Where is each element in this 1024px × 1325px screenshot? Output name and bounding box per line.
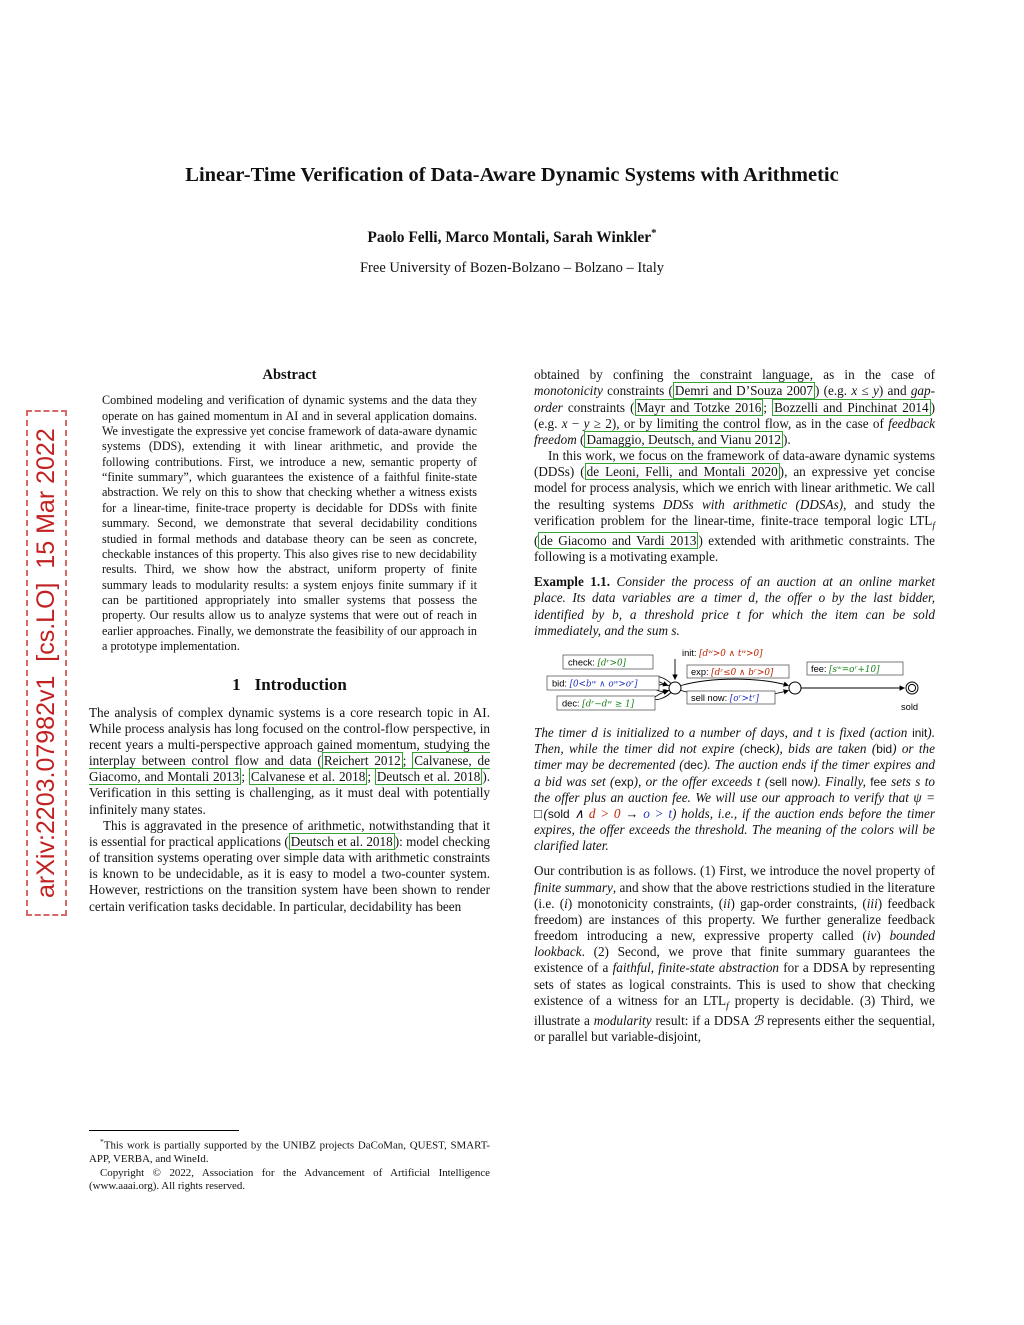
text-segment: iii xyxy=(866,895,878,911)
text-segment: ), an expressive yet concise model for process analysis, which we enrich with linear arithmetic. We call the resulting systems xyxy=(534,464,935,512)
affiliation: Free University of Bozen-Bolzano – Bolzano – Italy xyxy=(359,260,665,277)
transition-label-exp: exp: [dʳ≤0 ∧ bʳ>0] xyxy=(690,667,773,678)
text-segment: ) and xyxy=(878,383,911,399)
text-segment: faithful, finite-state abstraction xyxy=(612,960,780,976)
citation-link[interactable]: Bozzelli and Pinchinat 2014 xyxy=(774,399,929,415)
text-segment: fee xyxy=(870,774,887,789)
text-segment: DDSs with arithmetic (DDSAs) xyxy=(662,496,844,512)
text-segment: sell now xyxy=(769,774,814,789)
section-heading-introduction xyxy=(89,675,490,695)
example-paragraph xyxy=(534,574,935,639)
section-number: 1 xyxy=(232,674,241,694)
arxiv-stamp: arXiv:2203.07982v1 [cs.LO] 15 Mar 2022 xyxy=(26,410,67,916)
text-segment: ; xyxy=(402,753,413,769)
text-segment: ). The auction ends if the timer expires and a bid was set ( xyxy=(534,757,935,789)
right-paragraph-2 xyxy=(534,448,935,565)
text-segment: ) feedback freedom) are instances of this property. We further generalize feedback freedom introducing a new, expressive property called ( xyxy=(534,895,935,944)
text-segment: ≤ xyxy=(857,383,873,399)
citation-link[interactable]: de Leoni, Felli, and Montali 2020 xyxy=(586,464,778,480)
text-segment: The timer d is initialized to a number of days, and t is fixed (action xyxy=(534,725,913,740)
text-segment: f xyxy=(726,1001,729,1012)
text-segment: exp xyxy=(614,774,634,789)
text-segment: ) extended with arithmetic constraints. The following is a motivating example. xyxy=(534,532,936,565)
text-segment: ii xyxy=(723,895,731,911)
text-segment: o > t xyxy=(643,805,672,821)
text-segment: d > 0 xyxy=(588,805,621,821)
section-title: Introduction xyxy=(254,674,347,694)
state-auction-ended xyxy=(789,682,801,694)
text-segment: ). xyxy=(782,431,791,447)
text-segment: In this work, we focus on the framework of data-aware dynamic systems (DDSs) ( xyxy=(534,448,935,480)
transition-label-init: init: [dʷ>0 ∧ tʷ>0] xyxy=(681,648,763,659)
text-segment: Copyright © 2022, Association for the Advancement of Artificial Intelligence (www.aaai.org). All rights reserved. xyxy=(89,1166,490,1192)
text-segment: ) (e.g. xyxy=(814,383,852,399)
text-segment: The analysis of complex dynamic systems is a core research topic in AI. While process analysis has long focused on the control-flow perspective, in recent years a multi-perspective approach gained momentum, studying the interplay between control flow and data ( xyxy=(89,704,490,769)
text-segment: for a DDSA by representing sets of states as logical constraints. This is used to show that checking existence of a witness for an LTL xyxy=(534,960,935,1008)
text-segment: * xyxy=(100,1137,104,1147)
text-segment: ; xyxy=(763,399,773,415)
text-segment: ): model checking of transition systems operating over simple data with arithmetic constraints is known to be undecidable, as it is easy to model a two-counter system. However, restrictions on the transition system have been shown to render certain verification tasks decidable. In particular, decidability has been xyxy=(89,833,491,914)
text-segment: check xyxy=(744,742,776,757)
text-segment: feedback freedom xyxy=(534,415,936,447)
text-segment: , and show that the above restrictions studied in the literature (i.e. ( xyxy=(534,879,935,911)
text-segment: modularity xyxy=(593,1013,652,1029)
text-segment: ). Verification in this setting is challenging, as it must deal with potentially infinitely many states. xyxy=(89,769,491,817)
intro-paragraph-1 xyxy=(89,705,490,818)
text-segment: y xyxy=(583,415,590,431)
text-segment: ; xyxy=(367,769,375,785)
authors-footnote-mark: * xyxy=(651,227,657,239)
citation-link[interactable]: Calvanese, de Giacomo, and Montali 2013 xyxy=(89,753,491,785)
text-segment: . (2) Second, we prove that finite summary guarantees the existence of a xyxy=(534,944,935,976)
citation-link[interactable]: de Giacomo and Vardi 2013 xyxy=(540,532,697,548)
footnote-block xyxy=(89,1130,490,1193)
text-segment: x xyxy=(851,383,858,399)
text-segment: init xyxy=(912,726,928,740)
text-segment: constraints ( xyxy=(602,383,673,399)
paper-title: Linear-Time Verification of Data-Aware Dynamic Systems with Arithmetic xyxy=(185,164,839,186)
text-segment: ), bids are taken ( xyxy=(775,741,877,757)
footnote-copyright xyxy=(89,1167,490,1194)
text-segment: property is decidable. (3) Third, we illustrate a xyxy=(534,992,935,1029)
right-column xyxy=(534,367,935,1193)
abstract-heading: Abstract xyxy=(262,367,317,384)
text-segment: sets s to the offer plus an auction fee. We will use our approach to verify that ψ = □( xyxy=(534,773,936,821)
transition-label-bid: bid: [0<bʷ ∧ oʷ>oʳ] xyxy=(551,678,638,690)
text-segment: constraints ( xyxy=(562,399,635,415)
text-segment: i xyxy=(564,895,568,911)
text-segment: ( xyxy=(534,532,539,548)
text-segment: − xyxy=(567,415,584,431)
text-segment: ) holds, i.e., if the auction ends before the timer expires, the offer exceeds the threshold. The meaning of the colors will be clarified later. xyxy=(534,805,935,854)
citation-link[interactable]: Demri and D’Souza 2007 xyxy=(674,383,813,399)
text-segment: iv xyxy=(866,928,877,944)
intro-paragraph-2 xyxy=(89,818,490,915)
citation-link[interactable]: Mayr and Totzke 2016 xyxy=(636,399,762,415)
text-segment: Consider the process of an auction at an online market place. Its data variables are a timer d, the offer o by the last bidder, identified by b, a threshold price t for which the item can be sold immediately, and the sum s. xyxy=(534,574,935,638)
exp-arrow xyxy=(681,679,789,685)
left-column xyxy=(89,367,490,1193)
transition-label-dec: dec: [dʳ−dʷ ≥ 1] xyxy=(561,698,634,710)
transition-label-check: check: [dʳ>0] xyxy=(567,657,626,669)
auction-automaton-figure xyxy=(535,643,935,723)
text-segment: dec xyxy=(683,758,703,773)
text-segment: This work is partially supported by the UNIBZ projects DaCoMan, QUEST, SMART-APP, VERBA, and WineId. xyxy=(89,1139,490,1166)
auction-figure-wrapper xyxy=(534,643,935,723)
text-segment: ≥ 2), or by limiting the control flow, as in the case of xyxy=(589,415,889,431)
text-segment: ) (e.g. xyxy=(534,399,936,431)
authors-line xyxy=(0,224,1024,247)
text-segment: obtained by confining the constraint language, as in the case of xyxy=(534,367,935,383)
footnote-support xyxy=(89,1137,490,1166)
text-segment: x xyxy=(561,415,568,431)
text-segment: → xyxy=(620,805,644,821)
text-segment: ). Then, while the timer did not expire ( xyxy=(534,725,935,757)
text-segment: ). Finally, xyxy=(813,773,871,789)
citation-link[interactable]: Deutsch et al. 2018 xyxy=(290,833,393,849)
text-segment: ) monotonicity constraints, ( xyxy=(567,895,724,911)
text-segment: ℬ xyxy=(752,1013,764,1029)
authors-names: Paolo Felli, Marco Montali, Sarah Winkler xyxy=(367,229,652,247)
citation-link[interactable]: Calvanese et al. 2018 xyxy=(250,769,366,785)
citation-link[interactable]: Deutsch et al. 2018 xyxy=(376,769,481,785)
text-segment: finite summary xyxy=(534,879,613,895)
text-segment: represents either the sequential, or parallel but variable-disjoint, xyxy=(534,1013,935,1045)
text-segment: gap-order xyxy=(534,383,935,415)
text-segment: Example 1.1. xyxy=(534,574,611,590)
text-segment: y xyxy=(872,383,879,399)
text-segment: ), or the offer exceeds t ( xyxy=(633,773,770,789)
citation-link[interactable]: Reichert 2012 xyxy=(323,753,401,769)
text-segment: ) or the timer may be decremented ( xyxy=(534,741,936,773)
abstract-body: Combined modeling and verification of dynamic systems and the data they operate on has gained momentum in AI and in several application domains. We investigate the expressive yet concise framework of data-aware dynamic systems (DDS), extending it with linear arithmetic, and provide the following contributions. First, we introduce a new, semantic property of “finite summary”, which guarantees the existence of a faithful finite-state abstraction. We rely on this to show that checking whether a witness exists for a linear-time, finite-trace property is decidable for DDSs with finite summary. Second, we demonstrate that several decidability conditions studied in formal methods and database theory can be seen as concrete, checkable instances of this property. This also gives rise to new decidability results. Third, we show how the abstract, uniform property of finite summary leads to modularity results: a system enjoys finite summary if it can be partitioned appropriately into smaller systems that possess the property. Our results allow us to analyze systems that were out of reach in earlier approaches. Finally, we demonstrate the feasibility of our approach in a prototype implementation. xyxy=(102,393,477,654)
transition-label-sell-now: sell now: [oʳ>tʳ] xyxy=(690,693,759,704)
text-segment: ) xyxy=(876,928,890,944)
state-sold-outer xyxy=(906,682,918,694)
text-segment: ∧ xyxy=(569,805,589,821)
sold-state-label: sold xyxy=(900,702,918,712)
text-segment: Our contribution is as follows. (1) First, we introduce the novel property of xyxy=(534,863,935,879)
citation-link[interactable]: Damaggio, Deutsch, and Vianu 2012 xyxy=(586,431,781,447)
state-auction-open xyxy=(669,682,681,694)
footnote-rule xyxy=(89,1130,239,1131)
text-segment: monotonicity xyxy=(534,383,603,399)
text-segment: ( xyxy=(576,431,585,447)
text-segment: This is aggravated in the presence of arithmetic, notwithstanding that it is essential for practical applications ( xyxy=(89,817,490,849)
transition-label-fee: fee: [sʷ=oʳ+10] xyxy=(810,664,879,675)
figure-explanation-paragraph xyxy=(534,725,935,854)
text-segment: result: if a DDSA xyxy=(651,1013,753,1029)
right-paragraph-1 xyxy=(534,367,935,448)
text-segment: ) gap-order constraints, ( xyxy=(730,895,867,911)
text-segment: bid xyxy=(876,742,893,757)
text-segment: f xyxy=(932,521,935,532)
contribution-paragraph xyxy=(534,863,935,1045)
text-segment: bounded lookback xyxy=(534,928,935,960)
text-segment: ; xyxy=(241,769,249,785)
text-segment: sold xyxy=(547,806,570,821)
two-column-body xyxy=(0,367,1024,1193)
text-segment: , and study the verification problem for the linear-time, finite-trace temporal logic LTL xyxy=(534,496,935,528)
